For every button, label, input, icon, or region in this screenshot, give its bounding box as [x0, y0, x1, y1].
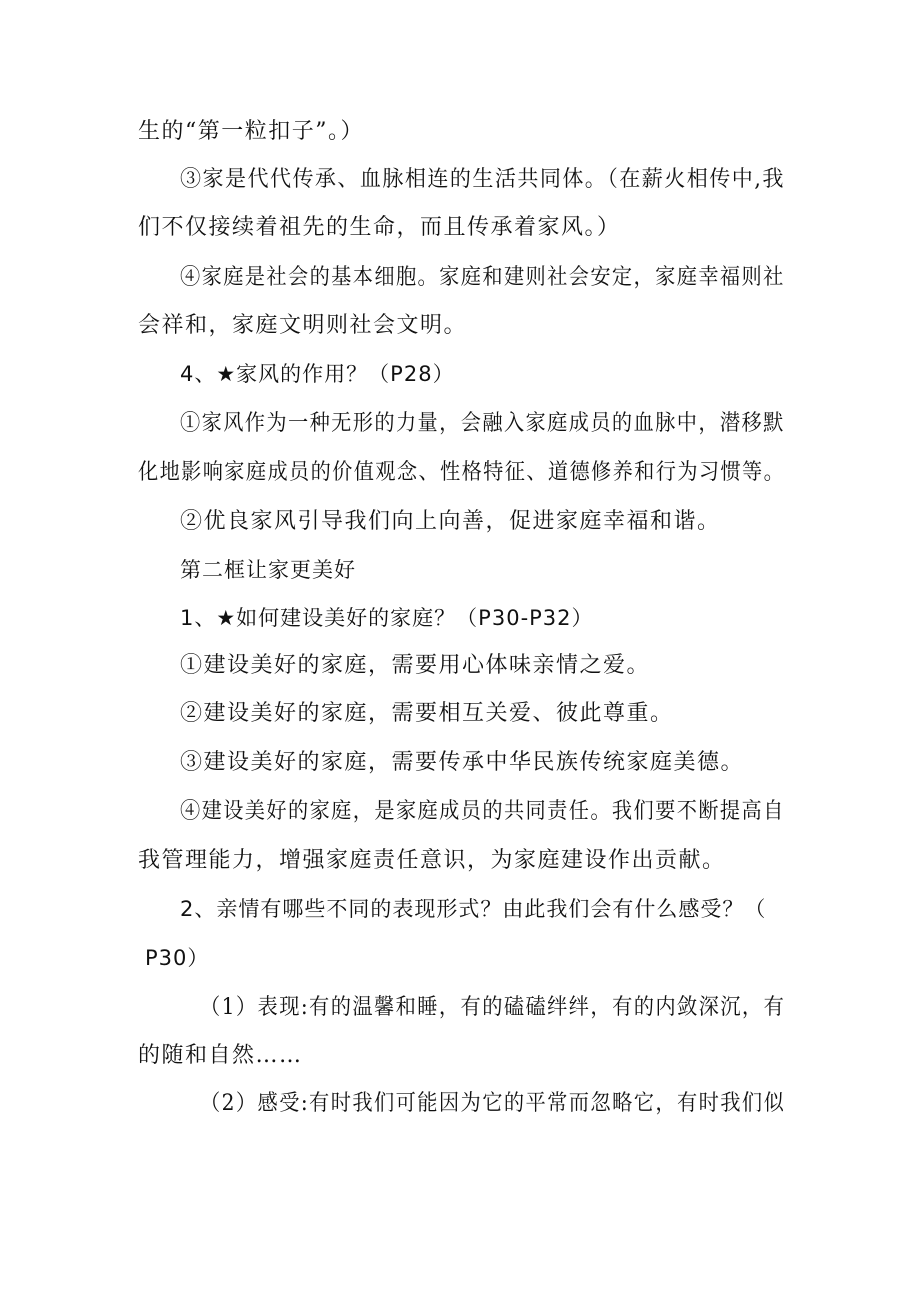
paragraph-line: ④家庭是社会的基本细胞。家庭和建则社会安定，家庭幸福则社 — [180, 265, 785, 290]
paragraph-line: 的随和自然…… — [138, 1043, 303, 1068]
section-heading: 4、★家风的作用？（P28） — [180, 362, 455, 386]
paragraph-line: 生的“第一粒扣子”。） — [138, 119, 364, 144]
paragraph-line: ②建设美好的家庭，需要相互关爱、彼此尊重。 — [180, 701, 674, 726]
paragraph-line: （1）表现:有的温馨和睡，有的磕磕绊绊，有的内敛深沉，有 — [200, 995, 786, 1020]
paragraph-line: ③家是代代传承、血脉相连的生活共同体。（在薪火相传中,我 — [180, 167, 785, 192]
paragraph-line: 我管理能力，增强家庭责任意识，为家庭建设作出贡献。 — [138, 848, 726, 873]
paragraph-line: ②优良家风引导我们向上向善，促进家庭幸福和谐。 — [180, 509, 721, 534]
paragraph-line: ①建设美好的家庭，需要用心体味亲情之爱。 — [180, 653, 651, 678]
section-heading: 1、★如何建设美好的家庭？（P30-P32） — [180, 606, 594, 630]
paragraph-line: ④建设美好的家庭，是家庭成员的共同责任。我们要不断提高自 — [180, 799, 785, 824]
paragraph-line: 会祥和，家庭文明则社会文明。 — [138, 313, 468, 338]
paragraph-line: 们不仅接续着祖先的生命，而且传承着家风。） — [138, 215, 621, 240]
section-heading: 2、亲情有哪些不同的表现形式？由此我们会有什么感受？（ — [180, 897, 767, 921]
section-heading: 第二框让家更美好 — [180, 558, 356, 582]
section-heading: P30） — [145, 946, 210, 970]
paragraph-line: （2）感受:有时我们可能因为它的平常而忽略它，有时我们似 — [200, 1091, 786, 1116]
paragraph-line: ③建设美好的家庭，需要传承中华民族传统家庭美德。 — [180, 750, 745, 775]
paragraph-line: 化地影响家庭成员的价值观念、性格特征、道德修养和行为习惯等。 — [138, 460, 786, 485]
paragraph-line: ①家风作为一种无形的力量，会融入家庭成员的血脉中，潜移默 — [180, 411, 785, 436]
